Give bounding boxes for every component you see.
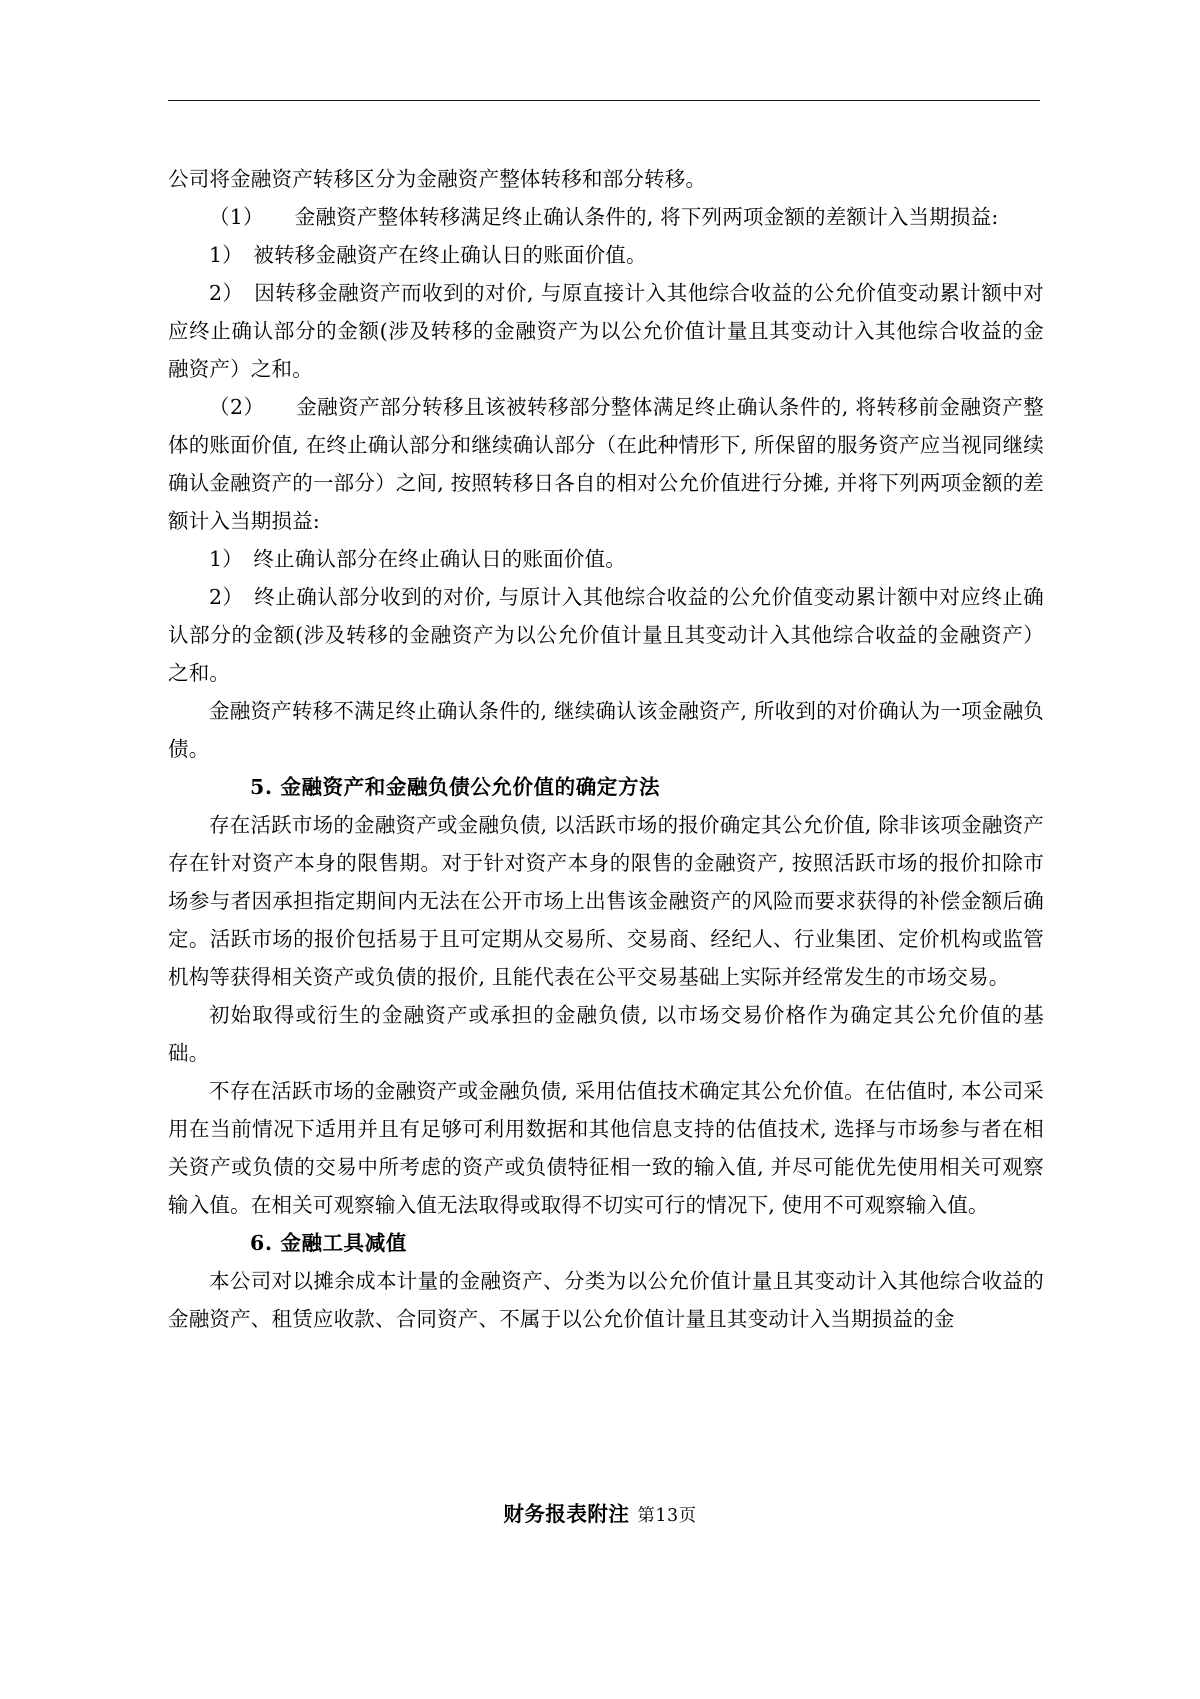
footer-title: 财务报表附注 bbox=[503, 1502, 630, 1526]
paragraph: 初始取得或衍生的金融资产或承担的金融负债, 以市场交易价格作为确定其公允价值的基础。 bbox=[168, 1003, 1044, 1065]
section-number: 5. bbox=[250, 775, 273, 799]
paragraph: 存在活跃市场的金融资产或金融负债, 以活跃市场的报价确定其公允价值, 除非该项金融资产存在针对资产本身的限售期。对于针对资产本身的限售的金融资产, 按照活跃市场的报价扣除市场参与者因承担指定期间内无法在公开市场上出售该金融资产的风险而要求获得的补偿金额后确定。活跃市场的报价包括易于且可定期从交易所、交易商、经纪人、行业集团、定价机构或监管机构等获得相关资产或负债的报价, 且能代表在公平交易基础上实际并经常发生的市场交易。 bbox=[168, 813, 1044, 989]
paragraph: （1） 金融资产整体转移满足终止确认条件的, 将下列两项金额的差额计入当期损益: bbox=[209, 205, 999, 229]
paragraph: 2） 终止确认部分收到的对价, 与原计入其他综合收益的公允价值变动累计额中对应终止确认部分的金额(涉及转移的金融资产为以公允价值计量且其变动计入其他综合收益的金融资产）之和。 bbox=[168, 585, 1044, 685]
paragraph: （2） 金融资产部分转移且该被转移部分整体满足终止确认条件的, 将转移前金融资产整体的账面价值, 在终止确认部分和继续确认部分（在此种情形下, 所保留的服务资产应当视同继续确认金融资产的一部分）之间, 按照转移日各自的相对公允价值进行分摊, 并将下列两项金额的差额计入当期损益: bbox=[168, 395, 1044, 533]
paragraph: 1） 被转移金融资产在终止确认日的账面价值。 bbox=[209, 243, 647, 267]
paragraph: 公司将金融资产转移区分为金融资产整体转移和部分转移。 bbox=[168, 167, 707, 191]
section-heading-5 bbox=[168, 768, 1044, 806]
paragraph: 金融资产转移不满足终止确认条件的, 继续确认该金融资产, 所收到的对价确认为一项金融负债。 bbox=[168, 699, 1044, 761]
section-number: 6. bbox=[250, 1231, 273, 1255]
paragraph: 不存在活跃市场的金融资产或金融负债, 采用估值技术确定其公允价值。在估值时, 本公司采用在当前情况下适用并且有足够可利用数据和其他信息支持的估值技术, 选择与市场参与者在相关资产或负债的交易中所考虑的资产或负债特征相一致的输入值, 并尽可能优先使用相关可观察输入值。在相关可观察输入值无法取得或取得不切实可行的情况下, 使用不可观察输入值。 bbox=[168, 1079, 1044, 1217]
section-title: 金融工具减值 bbox=[280, 1231, 407, 1255]
page-footer bbox=[0, 1497, 1200, 1527]
header-rule bbox=[168, 100, 1040, 101]
paragraph: 2） 因转移金融资产而收到的对价, 与原直接计入其他综合收益的公允价值变动累计额中对应终止确认部分的金额(涉及转移的金融资产为以公允价值计量且其变动计入其他综合收益的金融资产）之和。 bbox=[168, 281, 1044, 381]
paragraph: 1） 终止确认部分在终止确认日的账面价值。 bbox=[209, 547, 626, 571]
section-title: 金融资产和金融负债公允价值的确定方法 bbox=[280, 775, 661, 799]
paragraph: 本公司对以摊余成本计量的金融资产、分类为以公允价值计量且其变动计入其他综合收益的金融资产、租赁应收款、合同资产、不属于以公允价值计量且其变动计入当期损益的金 bbox=[168, 1269, 1044, 1331]
section-heading-6 bbox=[168, 1224, 1044, 1262]
footer-page-number: 第13页 bbox=[637, 1506, 697, 1526]
document-body bbox=[168, 160, 1044, 1338]
